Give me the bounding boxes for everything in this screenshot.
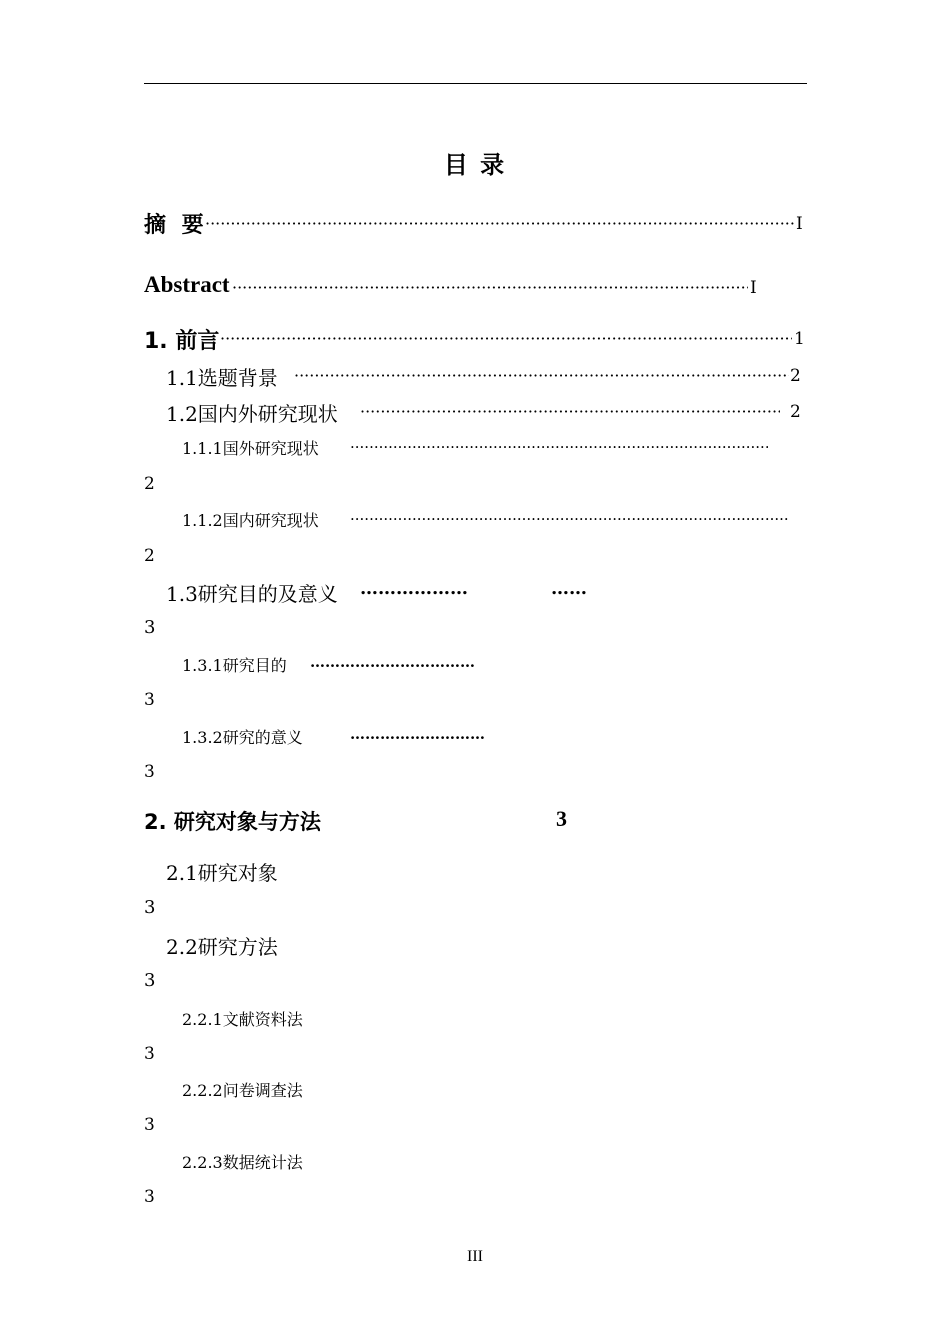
toc-ch1-1-1-leader <box>350 438 768 456</box>
toc-ch1-leader <box>220 329 792 348</box>
toc-ch2-label[interactable]: 2. 研究对象与方法 <box>144 810 321 834</box>
toc-ch2-2-3-page: 3 <box>144 1187 155 1207</box>
toc-ch2-1-label[interactable]: 2.1研究对象 <box>166 861 278 885</box>
header-rule <box>144 83 807 84</box>
toc-ch1-2-leader <box>360 402 780 421</box>
toc-ch1-1-label[interactable]: 1.1选题背景 <box>166 366 278 390</box>
toc-ch2-2-2-page: 3 <box>144 1115 155 1135</box>
toc-ch2-2-3-label[interactable]: 2.2.3数据统计法 <box>182 1153 303 1172</box>
toc-ch1-3-1-page: 3 <box>144 690 155 710</box>
toc-ch1-3-2-label[interactable]: 1.3.2研究的意义 <box>182 728 303 747</box>
page-title: 目 录 <box>443 151 507 179</box>
toc-ch1-3-leader-a: ……………… <box>360 578 468 599</box>
toc-abstract-cn-page: I <box>796 214 803 234</box>
toc-abstract-en-label[interactable]: Abstract <box>144 272 230 297</box>
toc-ch1-1-page: 2 <box>790 366 801 386</box>
toc-ch2-1-page: 3 <box>144 897 156 918</box>
toc-ch1-1-1-label[interactable]: 1.1.1国外研究现状 <box>182 439 319 458</box>
toc-ch1-1-2-leader <box>350 510 788 528</box>
toc-ch2-2-label[interactable]: 2.2研究方法 <box>166 935 278 959</box>
toc-ch2-2-2-label[interactable]: 2.2.2问卷调查法 <box>182 1081 303 1100</box>
toc-ch1-3-2-leader: ……………………… <box>350 725 485 743</box>
toc-ch1-1-leader <box>294 366 789 385</box>
toc-ch1-page: 1 <box>794 329 805 349</box>
toc-ch2-page: 3 <box>556 806 567 831</box>
toc-ch1-3-1-leader: …………………………… <box>310 653 475 671</box>
toc-abstract-cn-leader <box>205 214 795 233</box>
toc-ch1-3-page: 3 <box>144 617 156 638</box>
toc-ch1-1-2-label[interactable]: 1.1.2国内研究现状 <box>182 511 319 530</box>
toc-ch1-1-2-page: 2 <box>144 546 155 566</box>
toc-ch2-2-1-page: 3 <box>144 1044 155 1064</box>
toc-ch1-3-1-label[interactable]: 1.3.1研究目的 <box>182 656 287 675</box>
footer-page-number: III <box>467 1248 483 1265</box>
toc-ch2-2-1-label[interactable]: 2.2.1文献资料法 <box>182 1010 303 1029</box>
toc-ch1-3-leader-b: …… <box>551 578 587 599</box>
toc-ch1-3-label[interactable]: 1.3研究目的及意义 <box>166 582 338 606</box>
toc-abstract-en-page: I <box>750 278 757 298</box>
toc-ch1-3-2-page: 3 <box>144 762 155 782</box>
toc-ch1-2-page: 2 <box>790 402 801 422</box>
toc-abstract-cn-label[interactable]: 摘 要 <box>144 213 208 238</box>
toc-abstract-en-leader <box>232 278 748 297</box>
toc-ch1-1-1-page: 2 <box>144 474 155 494</box>
toc-ch2-2-page: 3 <box>144 970 156 991</box>
toc-ch1-2-label[interactable]: 1.2国内外研究现状 <box>166 402 338 426</box>
toc-ch1-label[interactable]: 1. 前言 <box>144 329 220 354</box>
